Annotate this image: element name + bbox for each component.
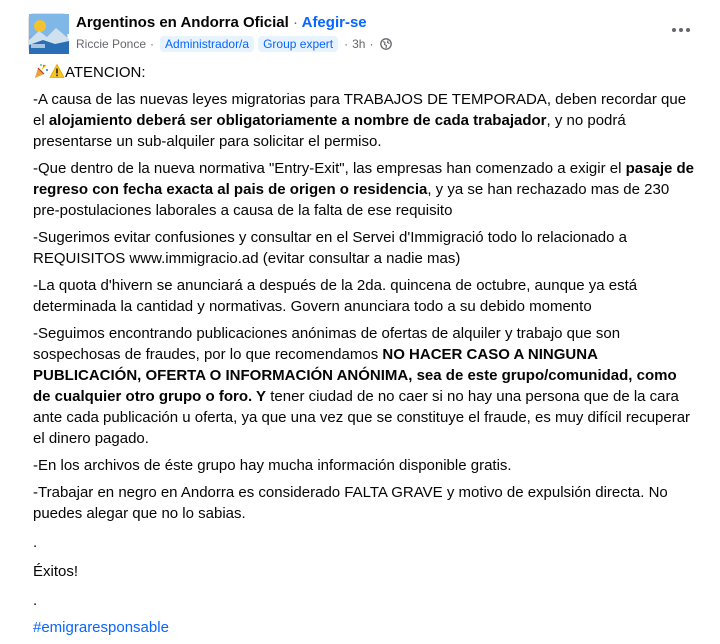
post-dot: . — [33, 534, 38, 551]
group-title-row — [76, 14, 367, 31]
post-paragraph — [33, 158, 698, 221]
separator-dot: · — [292, 14, 298, 31]
post-body — [33, 62, 698, 644]
party-popper-icon — [33, 63, 49, 79]
post-paragraph: -En los archivos de éste grupo hay mucha información disponible gratis. — [33, 457, 512, 474]
post-paragraph — [33, 323, 698, 449]
post-meta — [76, 35, 392, 53]
post-dot: . — [33, 592, 38, 609]
post-paragraph — [33, 617, 698, 638]
author-name-link[interactable]: Riccie Ponce — [76, 37, 147, 51]
admin-badge[interactable]: Administrador/a — [160, 36, 254, 52]
text-run: -Que dentro de la nueva normativa "Entry-Exit", las empresas han comenzado a exigir el — [33, 160, 626, 177]
andorra-landscape-icon — [29, 14, 69, 54]
post-paragraph: -La quota d'hivern se anunciará a después de la 2da. quincena de octubre, aunque ya está determinada la cantidad y normativas. Govern anunciara todo a su debido momento — [33, 277, 638, 315]
post-paragraph — [33, 89, 698, 152]
bold-text-run: pasaje de regreso con fecha exacta al pais de origen o residencia — [33, 160, 694, 198]
group-avatar[interactable] — [28, 13, 68, 53]
more-options-icon — [672, 28, 676, 32]
more-options-button[interactable] — [666, 20, 696, 40]
post-paragraph — [33, 62, 698, 83]
post-timestamp[interactable]: 3h — [352, 37, 366, 51]
attention-heading: ATENCION: — [65, 64, 146, 81]
globe-icon — [380, 38, 392, 50]
text-run: , y ya se han rechazado mas de 230 pre-postulaciones laborales a causa de la falta de ese requisito — [33, 181, 670, 219]
meta-separator: · — [150, 37, 155, 51]
text-run: -A causa de las nuevas leyes migratorias para TRABAJOS DE TEMPORADA, deben recordar que el — [33, 91, 687, 129]
closing-line: Éxitos! — [33, 563, 79, 580]
post-header — [28, 12, 702, 56]
hashtag-link[interactable]: #emigraresponsable — [33, 619, 169, 636]
group-expert-badge[interactable]: Group expert — [258, 36, 338, 52]
post-paragraph: -Sugerimos evitar confusiones y consultar en el Servei d'Immigració todo lo relacionado a REQUISITOS www.immigracio.ad (evitar consultar a nadie mas) — [33, 229, 627, 267]
join-group-button[interactable]: Afegir-se — [301, 14, 367, 31]
bold-text-run: alojamiento deberá ser obligatoriamente a nombre de cada trabajador — [48, 112, 547, 129]
text-run: tener ciudad de no caer si no hay una persona que de la cara ante cada publicación u oferta, ya que una vez que se constituye el fraude, es muy difícil recuperar el dinero pagado. — [33, 388, 691, 447]
meta-separator: · — [369, 37, 374, 51]
meta-separator: · — [344, 37, 349, 51]
post-paragraph: -Trabajar en negro en Andorra es considerado FALTA GRAVE y motivo de expulsión directa. No puedes alegar que no lo sabias. — [33, 484, 668, 522]
text-run: -Seguimos encontrando publicaciones anónimas de ofertas de alquiler y trabajo que son sospechosas de fraudes, por lo que recomendamos — [33, 325, 621, 363]
warning-icon — [49, 63, 65, 79]
bold-text-run: NO HACER CASO A NINGUNA PUBLICACIÓN, OFERTA O INFORMACIÓN ANÓNIMA, sea de este grupo/comunidad, como de cualquier otro grupo o foro. Y — [33, 346, 677, 405]
group-name-link[interactable]: Argentinos en Andorra Oficial — [76, 14, 289, 31]
text-run: , y no podrá presentarse un sub-alquiler para solicitar el permiso. — [33, 112, 626, 150]
